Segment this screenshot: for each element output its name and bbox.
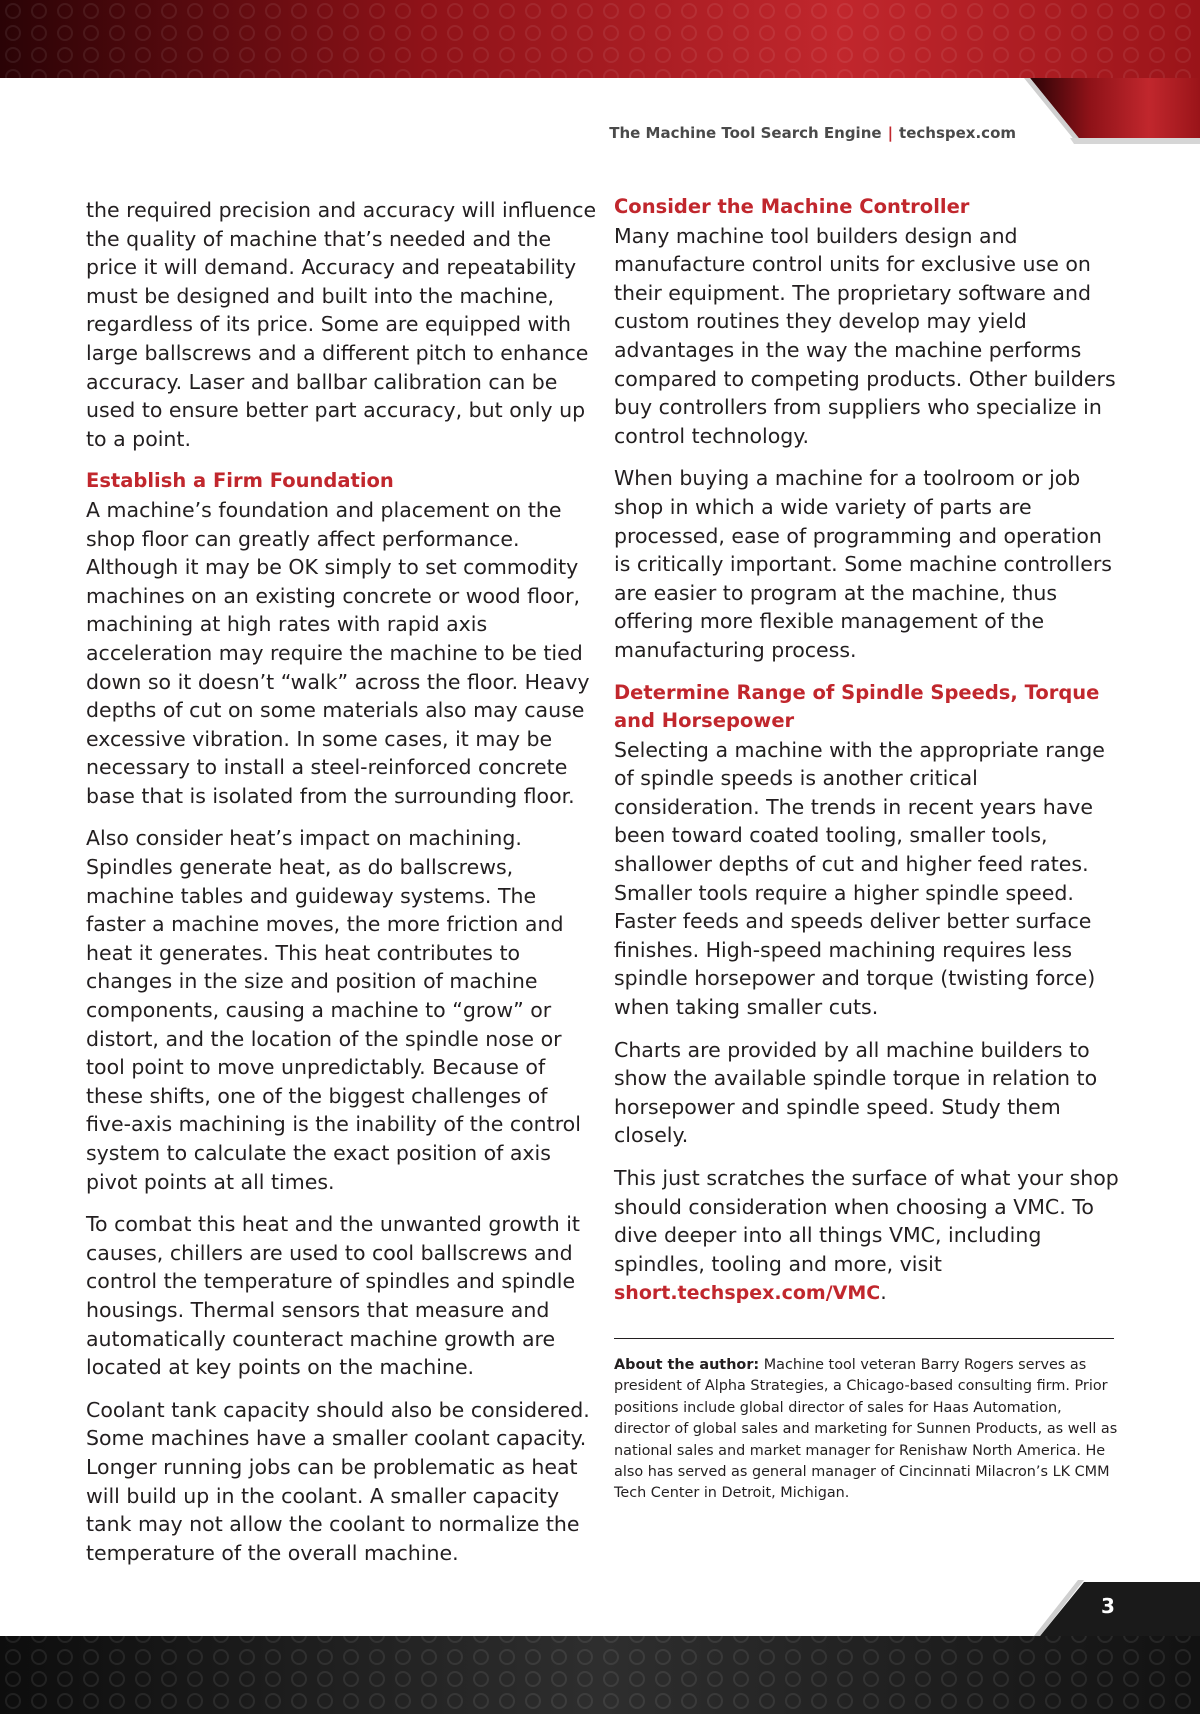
author-bio — [614, 1355, 1120, 1505]
controller-heading: Consider the Machine Controller — [614, 195, 970, 218]
left-column — [86, 196, 598, 1581]
spindle-paragraph: Selecting a machine with the appropriate range of spindle speeds is another critical consideration. The trends in recent years have been toward coated tooling, smaller tools, shallower depths of cut and higher feed rates. Smaller tools require a higher spindle speed. Faster feeds and speeds deliver better surface finishes. High-speed machining requires less spindle horsepower and torque (twisting force) when taking smaller cuts. — [614, 737, 1105, 1020]
publication-name: The Machine Tool Search Engine — [609, 124, 882, 142]
closing-text: This just scratches the surface of what your shop should consideration when choosing a VMC. To dive deeper into all things VMC, including spindles, tooling and more, visit — [614, 1166, 1119, 1276]
toolroom-paragraph: When buying a machine for a toolroom or job shop in which a wide variety of parts are processed, ease of programming and operation is critically important. Some machine controllers are easier to program at the machine, thus offering more flexible management of the manufacturing process. — [614, 466, 1112, 662]
techspex-vmc-link[interactable]: short.techspex.com/VMC — [614, 1282, 881, 1305]
author-divider — [614, 1338, 1114, 1339]
header-tagline — [609, 124, 1016, 142]
charts-paragraph: Charts are provided by all machine builders to show the available spindle torque in relation to horsepower and spindle speed. Study them closely. — [614, 1037, 1098, 1148]
heat-paragraph: Also consider heat’s impact on machining. Spindles generate heat, as do ballscrews, machine tables and guideway systems. The faster a machine moves, the more friction and heat it generates. This heat contributes to changes in the size and position of machine components, causing a machine to “grow” or distort, and the location of the spindle nose or tool point to move unpredictably. Because of these shifts, one of the biggest challenges of five-axis machining is the inability of the control system to calculate the exact position of axis pivot points at all times. — [86, 826, 581, 1194]
author-bio-text: Machine tool veteran Barry Rogers serves as president of Alpha Strategies, a Chicago-based consulting firm. Prior positions include global director of sales for Haas Automation, director of global sales and marketing for Sunnen Products, as well as national sales and market manager for Renishaw North America. He also has served as general manager of Cincinnati Milacron’s LK CMM Tech Center in Detroit, Michigan. — [614, 1356, 1118, 1502]
foundation-heading: Establish a Firm Foundation — [86, 469, 394, 493]
intro-paragraph: the required precision and accuracy will influence the quality of machine that’s needed and the price it will demand. Accuracy and repeatability must be designed and built into the machine, regardless of its price. Some are equipped with large ballscrews and a different pitch to enhance accuracy. Laser and ballbar calibration can be used to ensure better part accuracy, but only up to a point. — [86, 198, 597, 451]
closing-period: . — [880, 1280, 887, 1305]
coolant-paragraph: Coolant tank capacity should also be considered. Some machines have a smaller coolant capacity. Longer running jobs can be problematic as heat will build up in the coolant. A smaller capacity tank may not allow the coolant to normalize the temperature of the overall machine. — [86, 1397, 590, 1565]
chillers-paragraph: To combat this heat and the unwanted growth it causes, chillers are used to cool ballscrews and control the temperature of spindles and spindle housings. Thermal sensors that measure and automatically counteract machine growth are located at key points on the machine. — [86, 1212, 580, 1380]
header-separator: | — [887, 124, 894, 142]
foundation-paragraph: A machine’s foundation and placement on the shop floor can greatly affect performance. Although it may be OK simply to set commodity machines on an existing concrete or wood floor, machining at high rates with rapid axis acceleration may require the machine to be tied down so it doesn’t “walk” across the floor. Heavy depths of cut on some materials also may cause excessive vibration. In some cases, it may be necessary to install a steel-reinforced concrete base that is isolated from the surrounding floor. — [86, 497, 590, 808]
spindle-heading: Determine Range of Spindle Speeds, Torque and Horsepower — [614, 680, 1100, 733]
controller-paragraph: Many machine tool builders design and manufacture control units for exclusive use on their equipment. The proprietary software and custom routines they develop may yield advantages in the way the machine performs compared to competing products. Other builders buy controllers from suppliers who specialize in control technology. — [614, 223, 1116, 448]
closing-paragraph — [614, 1164, 1120, 1308]
footer-banner — [0, 1580, 1200, 1714]
page-number: 3 — [1101, 1594, 1115, 1618]
header-banner — [0, 0, 1200, 150]
author-label: About the author: — [614, 1356, 760, 1373]
site-name: techspex.com — [899, 124, 1016, 142]
right-column — [614, 193, 1120, 1505]
